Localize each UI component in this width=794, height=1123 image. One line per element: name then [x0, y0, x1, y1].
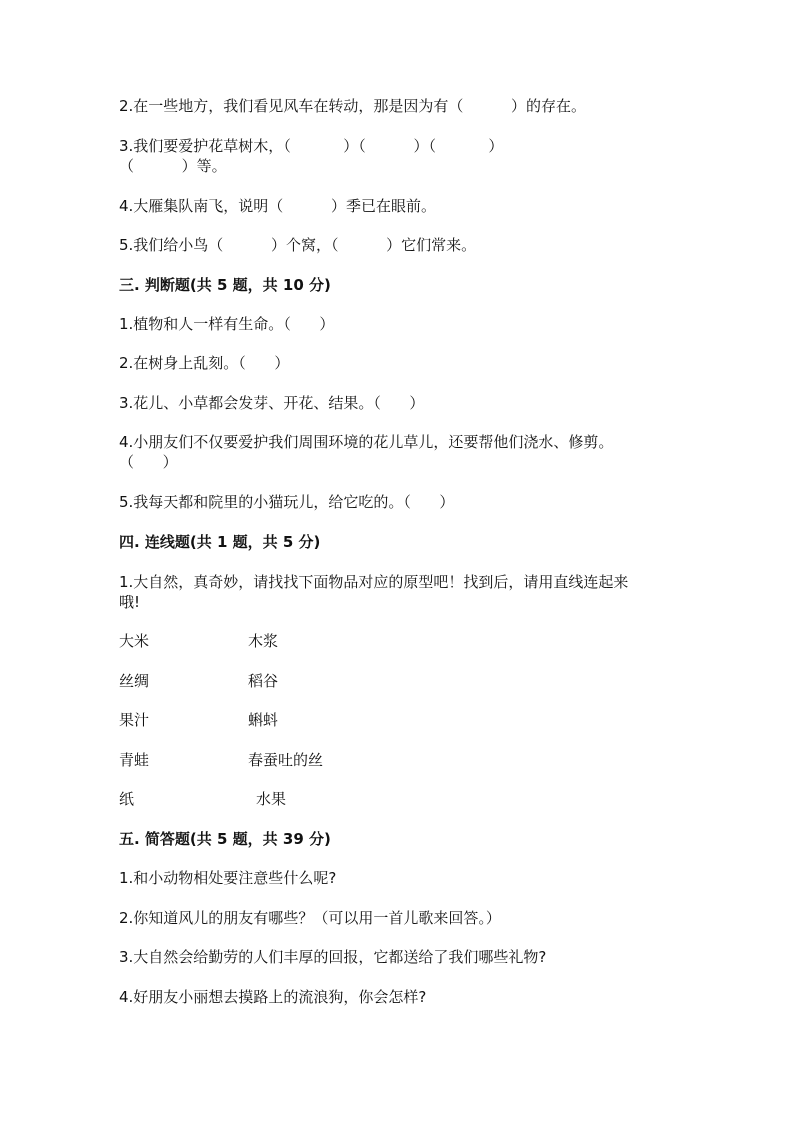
matching-question-1-line-1: 1.大自然，真奇妙，请找找下面物品对应的原型吧！找到后，请用直线连起来 [119, 573, 629, 591]
matching-right-item: 春蚕吐的丝 [248, 751, 324, 769]
matching-left-item: 大米 [119, 632, 150, 650]
fill-blank-question-2: 2.在一些地方，我们看见风车在转动，那是因为有（ ）的存在。 [119, 97, 586, 115]
section-4-heading: 四. 连线题(共 1 题，共 5 分) [119, 533, 321, 551]
judge-question-1: 1.植物和人一样有生命。（ ） [119, 315, 335, 333]
short-answer-question-4: 4.好朋友小丽想去摸路上的流浪狗，你会怎样? [119, 988, 427, 1006]
matching-right-item: 蝌蚪 [248, 711, 279, 729]
matching-left-item: 青蛙 [119, 751, 150, 769]
judge-question-4-line-2: （ ） [119, 453, 178, 471]
short-answer-question-3: 3.大自然会给勤劳的人们丰厚的回报，它都送给了我们哪些礼物? [119, 948, 547, 966]
matching-left-item: 丝绸 [119, 672, 150, 690]
judge-question-5: 5.我每天都和院里的小猫玩儿，给它吃的。（ ） [119, 493, 455, 511]
matching-left-item: 纸 [119, 790, 135, 808]
matching-question-1-line-2: 哦! [119, 593, 141, 611]
short-answer-question-1: 1.和小动物相处要注意些什么呢? [119, 869, 337, 887]
fill-blank-question-3-line-2: （ ）等。 [119, 157, 227, 175]
fill-blank-question-4: 4.大雁集队南飞，说明（ ）季已在眼前。 [119, 197, 436, 215]
matching-right-item: 木浆 [248, 632, 279, 650]
section-5-heading: 五. 简答题(共 5 题，共 39 分) [119, 830, 331, 848]
judge-question-4-line-1: 4.小朋友们不仅要爱护我们周围环境的花儿草儿，还要帮他们浇水、修剪。 [119, 433, 614, 451]
section-3-heading: 三. 判断题(共 5 题，共 10 分) [119, 276, 331, 294]
fill-blank-question-3-line-1: 3.我们要爱护花草树木，（ ）（ ）（ ） [119, 137, 504, 155]
judge-question-3: 3.花儿、小草都会发芽、开花、结果。（ ） [119, 394, 425, 412]
matching-right-item: 稻谷 [248, 672, 279, 690]
short-answer-question-2: 2.你知道风儿的朋友有哪些？（可以用一首儿歌来回答。） [119, 909, 501, 927]
matching-right-item: 水果 [256, 790, 287, 808]
matching-left-item: 果汁 [119, 711, 150, 729]
judge-question-2: 2.在树身上乱刻。（ ） [119, 354, 290, 372]
fill-blank-question-5: 5.我们给小鸟（ ）个窝，（ ）它们常来。 [119, 236, 477, 254]
